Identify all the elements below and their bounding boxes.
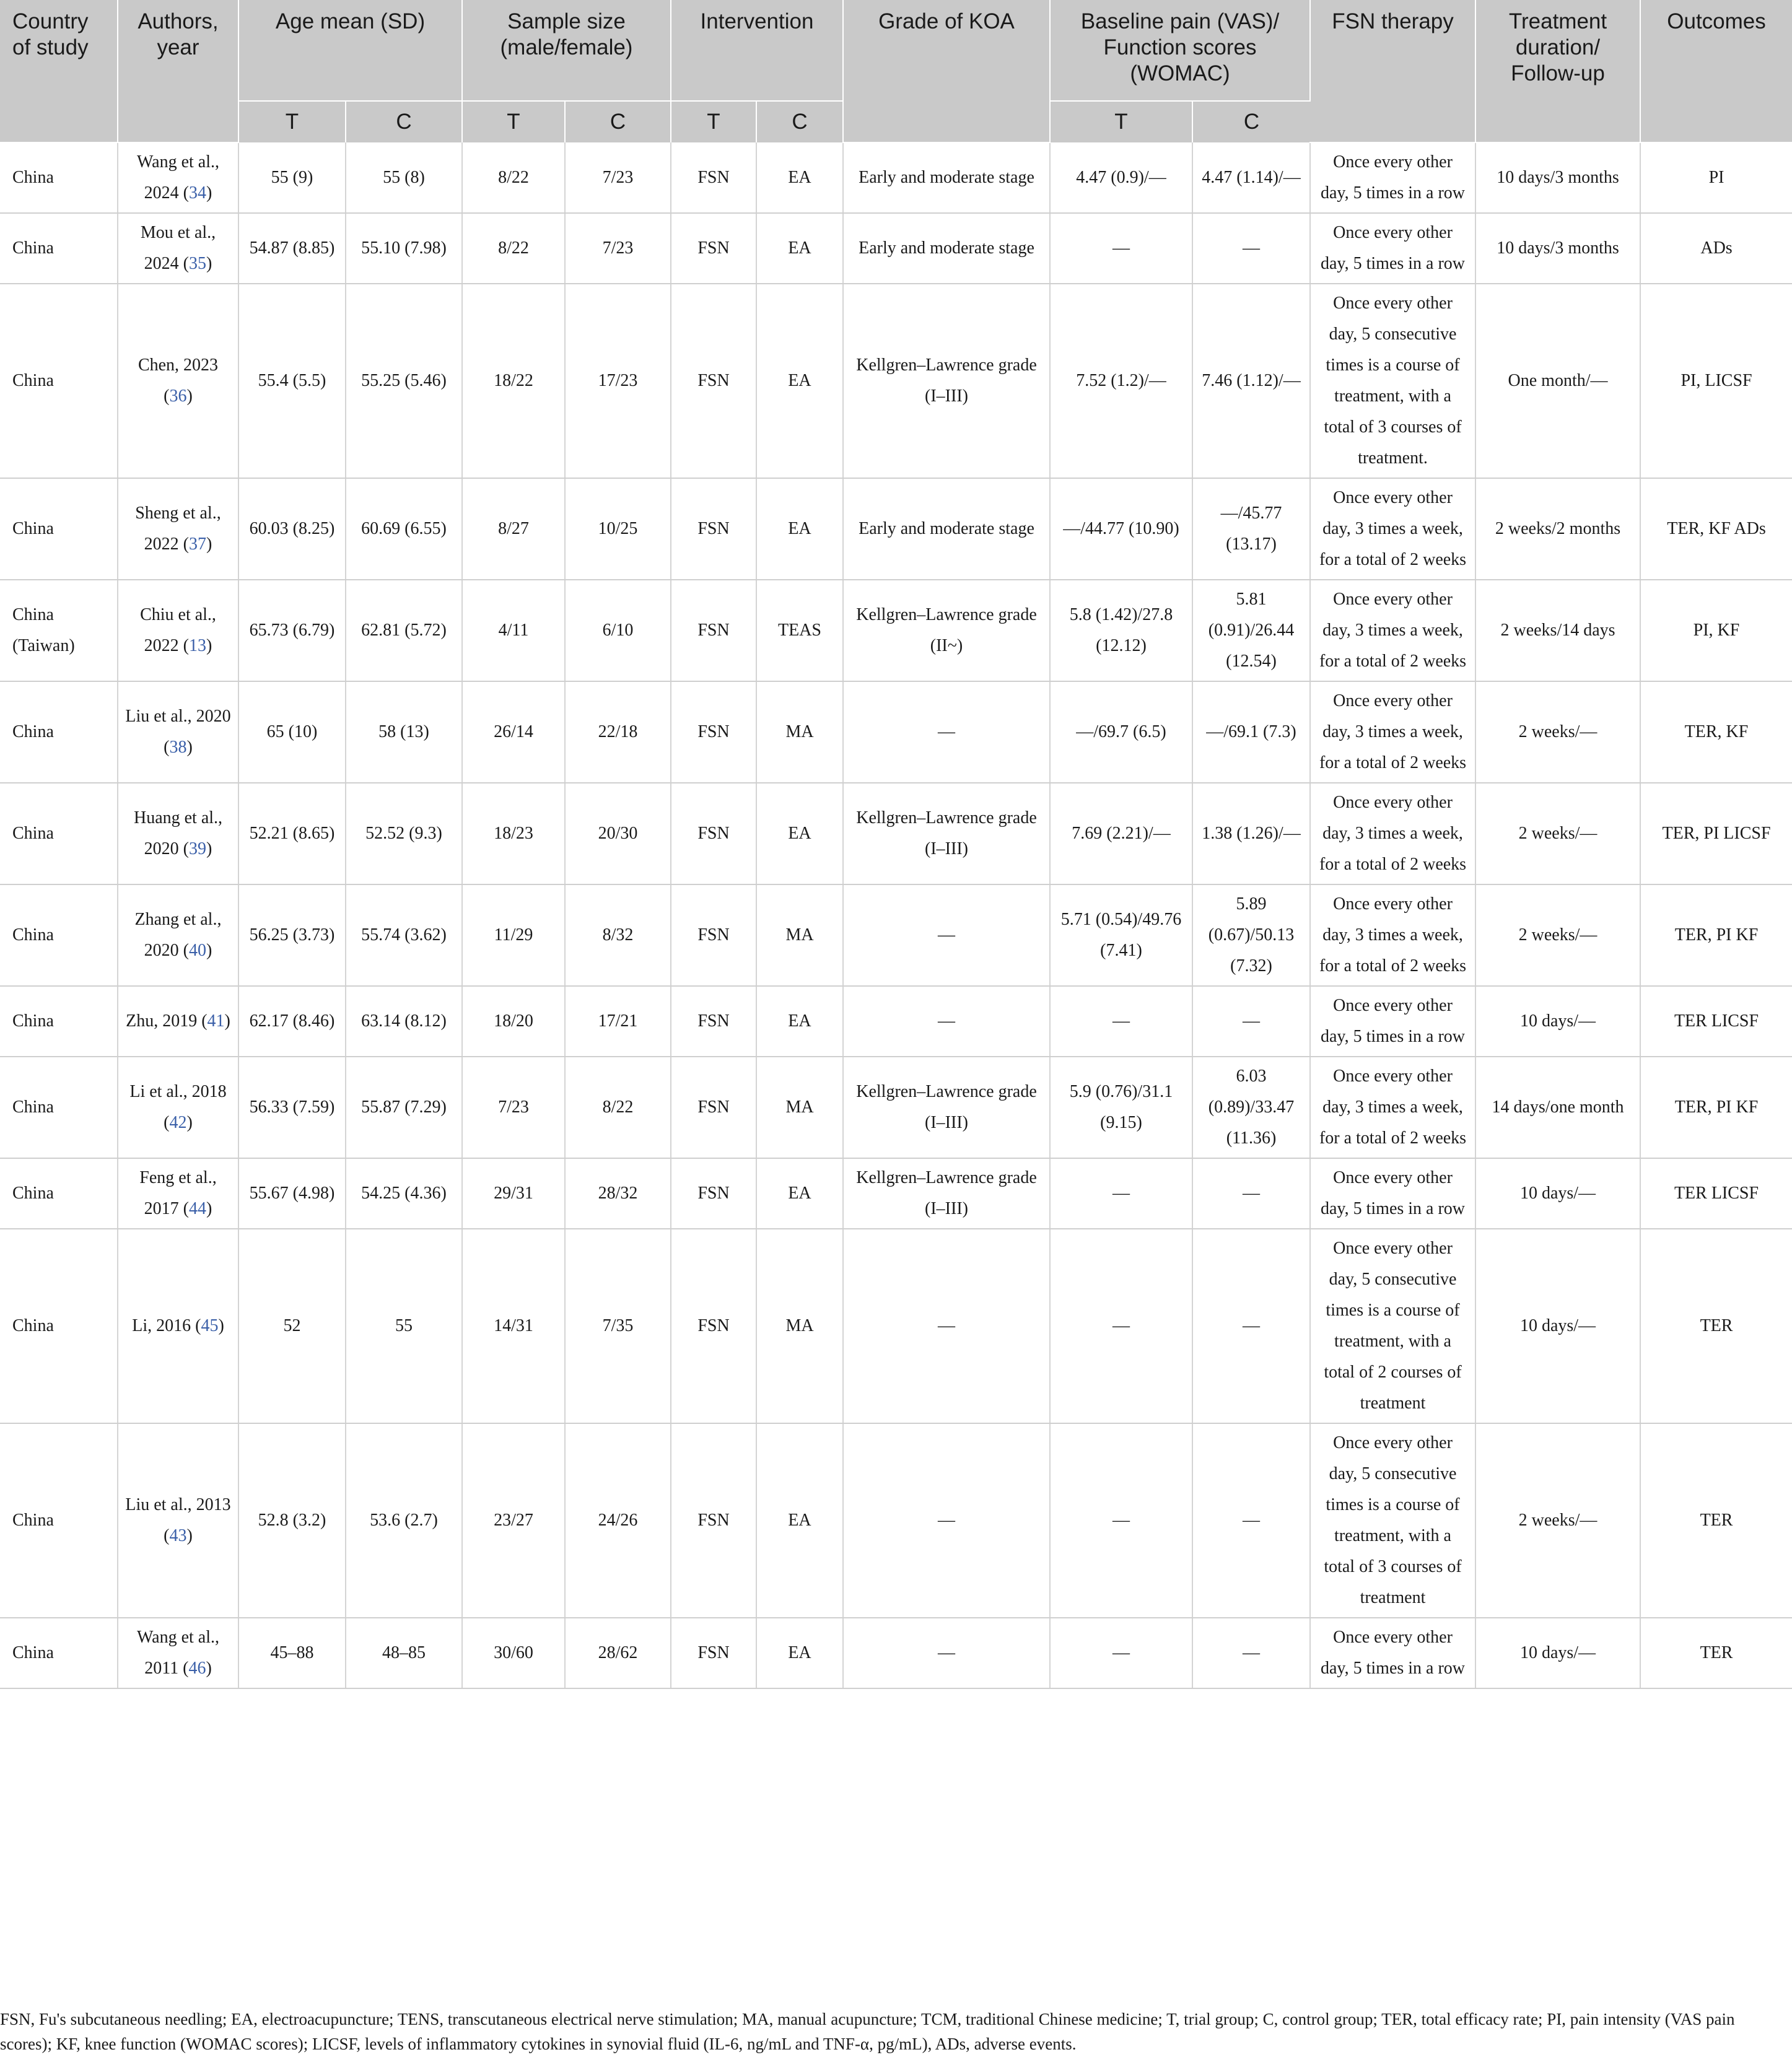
cell-age-c: 55.25 (5.46) <box>346 284 462 478</box>
cell-baseline-t: —/44.77 (10.90) <box>1050 478 1192 580</box>
cell-intervention-t: FSN <box>671 580 756 681</box>
cell-grade: Kellgren–Lawrence grade (I–III) <box>843 1158 1050 1229</box>
reference-link[interactable]: 40 <box>189 941 206 960</box>
cell-fsn-therapy: Once every other day, 5 times in a row <box>1310 1158 1475 1229</box>
cell-intervention-c: MA <box>756 884 843 986</box>
cell-country: China <box>0 213 118 284</box>
cell-grade: — <box>843 1423 1050 1618</box>
table-row <box>0 142 1792 213</box>
cell-author: Zhu, 2019 (41) <box>118 986 238 1057</box>
table-row <box>0 1423 1792 1618</box>
cell-age-c: 63.14 (8.12) <box>346 986 462 1057</box>
cell-duration: 14 days/one month <box>1475 1057 1640 1158</box>
author-name: Mou et al., 2024 <box>140 223 216 273</box>
cell-country: China (Taiwan) <box>0 580 118 681</box>
cell-intervention-c: EA <box>756 783 843 884</box>
cell-baseline-c: —/69.1 (7.3) <box>1192 681 1310 783</box>
cell-baseline-c: — <box>1192 986 1310 1057</box>
cell-age-t: 52.21 (8.65) <box>238 783 346 884</box>
author-name: Zhang et al., 2020 <box>134 910 222 960</box>
cell-baseline-c: — <box>1192 1618 1310 1688</box>
cell-duration: 10 days/— <box>1475 1618 1640 1688</box>
cell-country: China <box>0 783 118 884</box>
header-authors: Authors, year <box>118 0 238 142</box>
cell-author: Zhang et al., 2020 (40) <box>118 884 238 986</box>
table-row <box>0 1618 1792 1688</box>
cell-sample-t: 8/22 <box>462 142 565 213</box>
cell-country: China <box>0 142 118 213</box>
author-name: Feng et al., 2017 <box>139 1168 217 1218</box>
cell-sample-t: 18/23 <box>462 783 565 884</box>
reference-link[interactable]: 46 <box>188 1659 206 1678</box>
cell-country: China <box>0 884 118 986</box>
cell-intervention-c: MA <box>756 681 843 783</box>
cell-author: Liu et al., 2013 (43) <box>118 1423 238 1618</box>
cell-grade: Kellgren–Lawrence grade (I–III) <box>843 783 1050 884</box>
header-intervention: Intervention <box>671 0 843 101</box>
cell-age-c: 58 (13) <box>346 681 462 783</box>
cell-fsn-therapy: Once every other day, 5 consecutive times is a course of treatment, with a total of 3 courses of treatment. <box>1310 284 1475 478</box>
subheader-sample-c: C <box>565 101 671 142</box>
cell-baseline-t: — <box>1050 1618 1192 1688</box>
cell-sample-t: 7/23 <box>462 1057 565 1158</box>
cell-outcomes: TER <box>1640 1423 1792 1618</box>
reference-link[interactable]: 38 <box>169 738 187 757</box>
cell-sample-c: 7/35 <box>565 1229 671 1423</box>
cell-age-t: 54.87 (8.85) <box>238 213 346 284</box>
table-row <box>0 213 1792 284</box>
cell-sample-t: 8/22 <box>462 213 565 284</box>
cell-age-t: 60.03 (8.25) <box>238 478 346 580</box>
cell-intervention-t: FSN <box>671 681 756 783</box>
cell-duration: 2 weeks/14 days <box>1475 580 1640 681</box>
cell-author: Wang et al., 2011 (46) <box>118 1618 238 1688</box>
header-outcomes: Outcomes <box>1640 0 1792 142</box>
cell-age-c: 55.87 (7.29) <box>346 1057 462 1158</box>
cell-intervention-c: EA <box>756 142 843 213</box>
cell-intervention-t: FSN <box>671 1158 756 1229</box>
cell-age-c: 55 (8) <box>346 142 462 213</box>
cell-grade: — <box>843 986 1050 1057</box>
cell-author: Li, 2016 (45) <box>118 1229 238 1423</box>
cell-age-c: 62.81 (5.72) <box>346 580 462 681</box>
cell-sample-c: 22/18 <box>565 681 671 783</box>
table-row <box>0 580 1792 681</box>
cell-duration: 2 weeks/— <box>1475 681 1640 783</box>
table-footnote <box>0 2007 1784 2056</box>
cell-baseline-c: 4.47 (1.14)/— <box>1192 142 1310 213</box>
cell-country: China <box>0 1618 118 1688</box>
cell-intervention-t: FSN <box>671 1423 756 1618</box>
cell-intervention-c: EA <box>756 1423 843 1618</box>
cell-fsn-therapy: Once every other day, 5 times in a row <box>1310 213 1475 284</box>
cell-baseline-c: 5.89 (0.67)/50.13 (7.32) <box>1192 884 1310 986</box>
cell-age-t: 45–88 <box>238 1618 346 1688</box>
cell-grade: Kellgren–Lawrence grade (I–III) <box>843 284 1050 478</box>
cell-sample-t: 18/20 <box>462 986 565 1057</box>
cell-intervention-t: FSN <box>671 986 756 1057</box>
cell-sample-t: 4/11 <box>462 580 565 681</box>
cell-baseline-t: 7.52 (1.2)/— <box>1050 284 1192 478</box>
cell-duration: 10 days/3 months <box>1475 213 1640 284</box>
reference-link[interactable]: 42 <box>169 1113 187 1132</box>
table-row <box>0 884 1792 986</box>
cell-age-t: 65.73 (6.79) <box>238 580 346 681</box>
cell-country: China <box>0 681 118 783</box>
cell-fsn-therapy: Once every other day, 5 times in a row <box>1310 986 1475 1057</box>
author-name: Li, 2016 <box>132 1316 191 1335</box>
cell-country: China <box>0 1158 118 1229</box>
cell-age-t: 52.8 (3.2) <box>238 1423 346 1618</box>
cell-country: China <box>0 1423 118 1618</box>
reference-link[interactable]: 35 <box>189 254 206 273</box>
subheader-intervention-c: C <box>756 101 843 142</box>
subheader-age-t: T <box>238 101 346 142</box>
cell-intervention-t: FSN <box>671 1229 756 1423</box>
header-duration: Treatment duration/ Follow-up <box>1475 0 1640 142</box>
cell-outcomes: TER, PI LICSF <box>1640 783 1792 884</box>
cell-age-c: 55.10 (7.98) <box>346 213 462 284</box>
cell-fsn-therapy: Once every other day, 3 times a week, for a total of 2 weeks <box>1310 1057 1475 1158</box>
reference-link[interactable]: 37 <box>189 535 206 554</box>
cell-country: China <box>0 1229 118 1423</box>
author-name: Liu et al., 2013 <box>125 1495 231 1514</box>
cell-sample-c: 17/21 <box>565 986 671 1057</box>
cell-intervention-c: MA <box>756 1057 843 1158</box>
cell-duration: 2 weeks/— <box>1475 783 1640 884</box>
reference-link[interactable]: 13 <box>189 636 206 655</box>
cell-grade: — <box>843 884 1050 986</box>
author-name: Wang et al., 2024 <box>136 152 220 203</box>
reference-link[interactable]: 43 <box>169 1526 187 1545</box>
cell-intervention-t: FSN <box>671 478 756 580</box>
author-name: Chiu et al., 2022 <box>140 605 216 655</box>
cell-age-t: 56.25 (3.73) <box>238 884 346 986</box>
cell-grade: — <box>843 1618 1050 1688</box>
cell-outcomes: TER <box>1640 1229 1792 1423</box>
cell-age-c: 48–85 <box>346 1618 462 1688</box>
cell-baseline-c: 7.46 (1.12)/— <box>1192 284 1310 478</box>
cell-sample-t: 18/22 <box>462 284 565 478</box>
cell-intervention-c: EA <box>756 478 843 580</box>
cell-duration: 10 days/— <box>1475 986 1640 1057</box>
cell-grade: Early and moderate stage <box>843 478 1050 580</box>
cell-baseline-t: — <box>1050 1158 1192 1229</box>
author-name: Huang et al., 2020 <box>133 808 223 858</box>
cell-sample-t: 30/60 <box>462 1618 565 1688</box>
reference-link[interactable]: 39 <box>189 839 206 858</box>
cell-country: China <box>0 1057 118 1158</box>
cell-sample-t: 23/27 <box>462 1423 565 1618</box>
cell-sample-t: 26/14 <box>462 681 565 783</box>
subheader-sample-t: T <box>462 101 565 142</box>
cell-baseline-c: — <box>1192 1229 1310 1423</box>
subheader-intervention-t: T <box>671 101 756 142</box>
cell-author: Sheng et al., 2022 (37) <box>118 478 238 580</box>
cell-baseline-c: — <box>1192 213 1310 284</box>
reference-link[interactable]: 36 <box>169 386 187 406</box>
cell-duration: One month/— <box>1475 284 1640 478</box>
cell-duration: 10 days/— <box>1475 1229 1640 1423</box>
cell-sample-c: 6/10 <box>565 580 671 681</box>
cell-baseline-t: 5.71 (0.54)/49.76 (7.41) <box>1050 884 1192 986</box>
cell-duration: 2 weeks/— <box>1475 1423 1640 1618</box>
cell-intervention-c: EA <box>756 1158 843 1229</box>
cell-sample-t: 29/31 <box>462 1158 565 1229</box>
author-name: Li et al., 2018 <box>129 1082 227 1101</box>
cell-fsn-therapy: Once every other day, 3 times a week, for a total of 2 weeks <box>1310 884 1475 986</box>
cell-sample-c: 8/32 <box>565 884 671 986</box>
subheader-baseline-c: C <box>1192 101 1310 142</box>
cell-intervention-c: EA <box>756 284 843 478</box>
cell-grade: Early and moderate stage <box>843 213 1050 284</box>
cell-age-t: 55.67 (4.98) <box>238 1158 346 1229</box>
cell-intervention-c: EA <box>756 213 843 284</box>
table-row <box>0 1158 1792 1229</box>
cell-sample-c: 8/22 <box>565 1057 671 1158</box>
cell-age-t: 65 (10) <box>238 681 346 783</box>
cell-intervention-c: TEAS <box>756 580 843 681</box>
cell-age-t: 56.33 (7.59) <box>238 1057 346 1158</box>
subheader-baseline-t: T <box>1050 101 1192 142</box>
cell-outcomes: TER, PI KF <box>1640 1057 1792 1158</box>
cell-baseline-c: 1.38 (1.26)/— <box>1192 783 1310 884</box>
cell-baseline-c: — <box>1192 1423 1310 1618</box>
cell-author: Liu et al., 2020 (38) <box>118 681 238 783</box>
cell-intervention-c: MA <box>756 1229 843 1423</box>
cell-sample-c: 10/25 <box>565 478 671 580</box>
table-row <box>0 284 1792 478</box>
cell-baseline-t: 5.9 (0.76)/31.1 (9.15) <box>1050 1057 1192 1158</box>
cell-country: China <box>0 284 118 478</box>
footnote-text: FSN, Fu's subcutaneous needling; EA, electroacupuncture; TENS, transcutaneous electrical nerve stimulation; MA, manual acupuncture; TCM, traditional Chinese medicine; T, trial group; C, control group; TER, total efficacy rate; PI, pain intensity (VAS pain scores); KF, knee function (WOMAC scores); LICSF, levels of inflammatory cytokines in synovial fluid (IL-6, ng/mL and TNF-α, pg/mL), ADs, adverse events. <box>0 2010 1735 2053</box>
cell-fsn-therapy: Once every other day, 3 times a week, for a total of 2 weeks <box>1310 681 1475 783</box>
author-name: Sheng et al., 2022 <box>135 504 221 554</box>
cell-author: Wang et al., 2024 (34) <box>118 142 238 213</box>
cell-baseline-t: —/69.7 (6.5) <box>1050 681 1192 783</box>
header-row <box>0 0 1792 101</box>
cell-baseline-t: — <box>1050 986 1192 1057</box>
cell-age-c: 55 <box>346 1229 462 1423</box>
cell-outcomes: PI, KF <box>1640 580 1792 681</box>
cell-outcomes: TER, PI KF <box>1640 884 1792 986</box>
cell-intervention-t: FSN <box>671 884 756 986</box>
cell-fsn-therapy: Once every other day, 3 times a week, for a total of 2 weeks <box>1310 478 1475 580</box>
cell-author: Mou et al., 2024 (35) <box>118 213 238 284</box>
cell-sample-t: 8/27 <box>462 478 565 580</box>
cell-intervention-t: FSN <box>671 142 756 213</box>
cell-intervention-t: FSN <box>671 284 756 478</box>
cell-outcomes: TER, KF <box>1640 681 1792 783</box>
cell-duration: 10 days/3 months <box>1475 142 1640 213</box>
cell-sample-c: 24/26 <box>565 1423 671 1618</box>
cell-fsn-therapy: Once every other day, 5 consecutive times is a course of treatment, with a total of 3 courses of treatment <box>1310 1423 1475 1618</box>
cell-baseline-t: 5.8 (1.42)/27.8 (12.12) <box>1050 580 1192 681</box>
cell-country: China <box>0 986 118 1057</box>
cell-author: Chen, 2023 (36) <box>118 284 238 478</box>
table-row <box>0 681 1792 783</box>
cell-outcomes: TER LICSF <box>1640 986 1792 1057</box>
cell-age-c: 55.74 (3.62) <box>346 884 462 986</box>
cell-sample-t: 14/31 <box>462 1229 565 1423</box>
cell-sample-c: 17/23 <box>565 284 671 478</box>
reference-link[interactable]: 41 <box>207 1011 225 1031</box>
cell-fsn-therapy: Once every other day, 3 times a week, for a total of 2 weeks <box>1310 580 1475 681</box>
cell-fsn-therapy: Once every other day, 5 consecutive times is a course of treatment, with a total of 2 courses of treatment <box>1310 1229 1475 1423</box>
cell-fsn-therapy: Once every other day, 3 times a week, for a total of 2 weeks <box>1310 783 1475 884</box>
cell-baseline-c: 6.03 (0.89)/33.47 (11.36) <box>1192 1057 1310 1158</box>
cell-outcomes: PI <box>1640 142 1792 213</box>
cell-sample-c: 28/32 <box>565 1158 671 1229</box>
cell-fsn-therapy: Once every other day, 5 times in a row <box>1310 142 1475 213</box>
cell-sample-c: 28/62 <box>565 1618 671 1688</box>
cell-age-c: 53.6 (2.7) <box>346 1423 462 1618</box>
cell-sample-c: 20/30 <box>565 783 671 884</box>
header-fsn-therapy: FSN therapy <box>1310 0 1475 142</box>
cell-sample-t: 11/29 <box>462 884 565 986</box>
cell-age-t: 55 (9) <box>238 142 346 213</box>
cell-grade: Kellgren–Lawrence grade (I–III) <box>843 1057 1050 1158</box>
author-name: Zhu, 2019 <box>126 1011 198 1031</box>
cell-grade: — <box>843 681 1050 783</box>
cell-age-c: 54.25 (4.36) <box>346 1158 462 1229</box>
cell-duration: 2 weeks/2 months <box>1475 478 1640 580</box>
cell-intervention-t: FSN <box>671 1618 756 1688</box>
reference-link[interactable]: 34 <box>189 183 206 203</box>
cell-intervention-t: FSN <box>671 1057 756 1158</box>
cell-intervention-c: EA <box>756 986 843 1057</box>
author-name: Wang et al., 2011 <box>136 1628 220 1678</box>
header-sample-size: Sample size (male/female) <box>462 0 671 101</box>
cell-intervention-c: EA <box>756 1618 843 1688</box>
cell-baseline-t: — <box>1050 1423 1192 1618</box>
cell-intervention-t: FSN <box>671 783 756 884</box>
reference-link[interactable]: 45 <box>201 1316 219 1335</box>
cell-outcomes: ADs <box>1640 213 1792 284</box>
cell-author: Chiu et al., 2022 (13) <box>118 580 238 681</box>
header-age: Age mean (SD) <box>238 0 462 101</box>
table-row <box>0 1229 1792 1423</box>
cell-intervention-t: FSN <box>671 213 756 284</box>
table-row <box>0 986 1792 1057</box>
table-body <box>0 142 1792 1688</box>
cell-baseline-t: 4.47 (0.9)/— <box>1050 142 1192 213</box>
cell-outcomes: TER LICSF <box>1640 1158 1792 1229</box>
cell-baseline-t: — <box>1050 1229 1192 1423</box>
cell-outcomes: PI, LICSF <box>1640 284 1792 478</box>
table-row <box>0 1057 1792 1158</box>
cell-sample-c: 7/23 <box>565 213 671 284</box>
cell-grade: — <box>843 1229 1050 1423</box>
cell-author: Huang et al., 2020 (39) <box>118 783 238 884</box>
cell-outcomes: TER, KF ADs <box>1640 478 1792 580</box>
cell-country: China <box>0 478 118 580</box>
cell-outcomes: TER <box>1640 1618 1792 1688</box>
cell-age-c: 60.69 (6.55) <box>346 478 462 580</box>
author-name: Liu et al., 2020 <box>125 707 231 726</box>
cell-fsn-therapy: Once every other day, 5 times in a row <box>1310 1618 1475 1688</box>
table-row <box>0 783 1792 884</box>
cell-age-c: 52.52 (9.3) <box>346 783 462 884</box>
cell-author: Li et al., 2018 (42) <box>118 1057 238 1158</box>
cell-duration: 2 weeks/— <box>1475 884 1640 986</box>
cell-baseline-t: — <box>1050 213 1192 284</box>
cell-age-t: 55.4 (5.5) <box>238 284 346 478</box>
cell-baseline-c: 5.81 (0.91)/26.44 (12.54) <box>1192 580 1310 681</box>
cell-baseline-c: — <box>1192 1158 1310 1229</box>
cell-grade: Early and moderate stage <box>843 142 1050 213</box>
subheader-age-c: C <box>346 101 462 142</box>
header-country: Country of study <box>0 0 118 142</box>
header-grade: Grade of KOA <box>843 0 1050 142</box>
reference-link[interactable]: 44 <box>189 1199 206 1218</box>
author-name: Chen, 2023 <box>138 356 219 375</box>
cell-grade: Kellgren–Lawrence grade (II~) <box>843 580 1050 681</box>
header-baseline: Baseline pain (VAS)/ Function scores (WOMAC) <box>1050 0 1310 101</box>
cell-age-t: 62.17 (8.46) <box>238 986 346 1057</box>
cell-duration: 10 days/— <box>1475 1158 1640 1229</box>
cell-age-t: 52 <box>238 1229 346 1423</box>
cell-sample-c: 7/23 <box>565 142 671 213</box>
cell-author: Feng et al., 2017 (44) <box>118 1158 238 1229</box>
cell-baseline-c: —/45.77 (13.17) <box>1192 478 1310 580</box>
table-row <box>0 478 1792 580</box>
cell-baseline-t: 7.69 (2.21)/— <box>1050 783 1192 884</box>
